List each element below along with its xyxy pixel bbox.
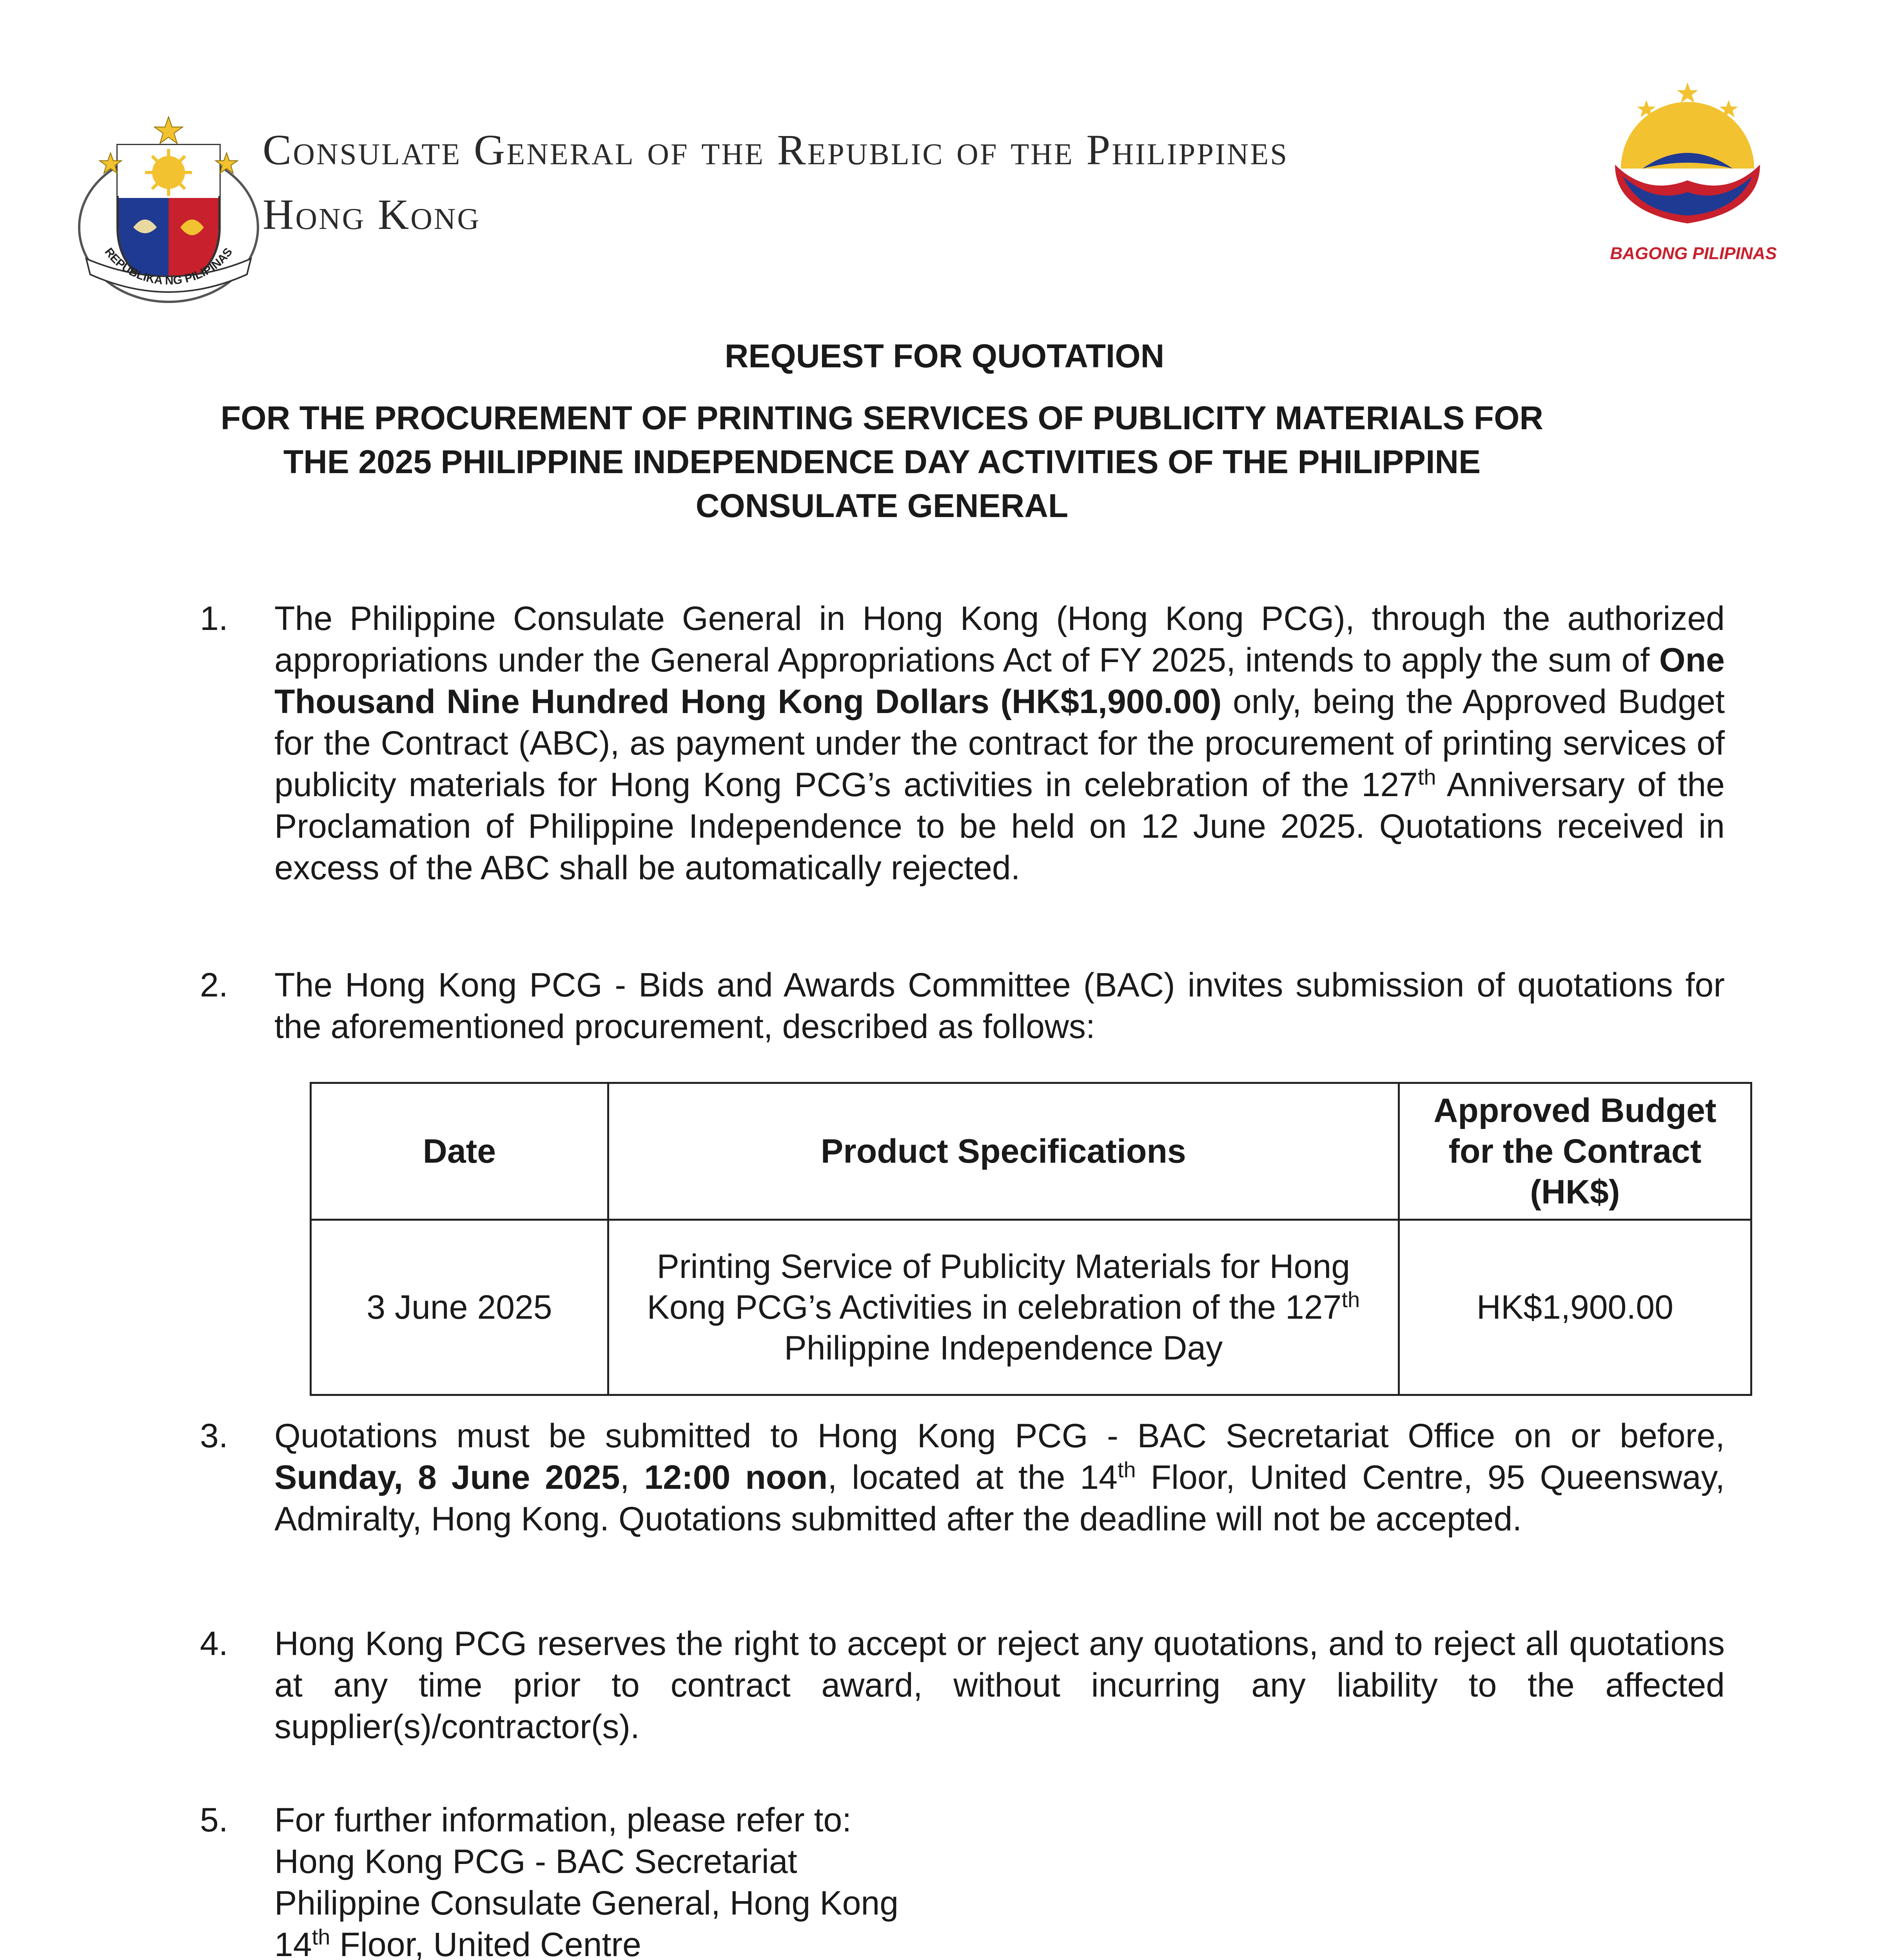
table-header-row bbox=[311, 1083, 1751, 1220]
spec-text: Printing Service of Publicity Materials for Hong Kong PCG’s Activities in celebration of the 127 bbox=[647, 1248, 1350, 1326]
document-subtitle: FOR THE PROCUREMENT OF PRINTING SERVICES OF PUBLICITY MATERIALS FOR THE 2025 PHILIPPINE INDEPENDENCE DAY ACTIVITIES OF THE PHILIPPINE CONSULATE GENERAL bbox=[220, 399, 1544, 524]
paragraph-text: The Philippine Consulate General in Hong Kong (Hong Kong PCG), through the authorized appropriations under the General Appropriations Act of FY 2025, intends to apply the sum of bbox=[274, 600, 1725, 679]
paragraph-text: only, being the Approved Budget for the Contract (ABC), as payment under the contract for the procurement of printing services of publicity materials for Hong Kong PCG’s activities in celebration of the 127 bbox=[274, 683, 1725, 804]
header-approved-budget: Approved Budget for the Contract (HK$) bbox=[1399, 1083, 1751, 1220]
bagong-pilipinas-text: BAGONG PILIPINAS bbox=[1610, 244, 1777, 263]
org-name-line1: Consulate General of the Republic of the Philippines bbox=[263, 126, 1289, 174]
org-name bbox=[263, 118, 1288, 247]
org-name-line2: Hong Kong bbox=[263, 191, 481, 238]
deadline-date: Sunday, 8 June 2025 bbox=[274, 1459, 620, 1496]
philippine-seal-icon bbox=[74, 110, 263, 306]
header-specifications: Product Specifications bbox=[608, 1083, 1399, 1220]
seal-text: REPUBLIKA NG PILIPINAS bbox=[102, 245, 235, 287]
budget-amount: One Thousand Nine Hundred Hong Kong Dollars (HK$1,900.00) bbox=[274, 641, 1725, 720]
cell-specification bbox=[608, 1220, 1399, 1395]
paragraph-text: Hong Kong PCG reserves the right to accept or reject any quotations, and to reject all quotations at any time prior to contract award, without incurring any liability to the affected supplier(s)/contractor(s). bbox=[274, 1625, 1725, 1746]
separator: , bbox=[620, 1459, 630, 1496]
superscript: th bbox=[312, 1924, 330, 1949]
paragraph-text: The Hong Kong PCG - Bids and Awards Committee (BAC) invites submission of quotations for the aforementioned procurement, described as follows: bbox=[274, 966, 1725, 1045]
paragraph-text: Quotations must be submitted to Hong Kong PCG - BAC Secretariat Office on or before, bbox=[274, 1417, 1725, 1455]
cell-budget: HK$1,900.00 bbox=[1399, 1220, 1751, 1395]
contact-intro: For further information, please refer to: bbox=[274, 1801, 852, 1839]
document-title: REQUEST FOR QUOTATION bbox=[724, 338, 1165, 374]
bagong-pilipinas-logo-icon bbox=[1599, 78, 1776, 227]
superscript: th bbox=[1417, 764, 1436, 789]
cell-date: 3 June 2025 bbox=[311, 1220, 608, 1395]
superscript: th bbox=[1341, 1287, 1360, 1312]
table-row bbox=[311, 1220, 1751, 1395]
superscript: th bbox=[1117, 1457, 1136, 1482]
contact-consulate: Philippine Consulate General, Hong Kong bbox=[274, 1884, 899, 1922]
paragraph-number: 4. bbox=[200, 1625, 228, 1662]
paragraph-number: 1. bbox=[200, 600, 228, 637]
header-date: Date bbox=[311, 1083, 608, 1220]
paragraph-text: , located at the 14 bbox=[827, 1459, 1118, 1496]
paragraph-number: 2. bbox=[200, 966, 228, 1004]
spec-text: Philippine Independence Day bbox=[784, 1329, 1223, 1367]
specifications-table bbox=[310, 1082, 1752, 1396]
contact-office: Hong Kong PCG - BAC Secretariat bbox=[274, 1843, 797, 1880]
paragraph-number: 5. bbox=[200, 1801, 228, 1839]
paragraph-text: Anniversary of the Proclamation of Philippine Independence to be held on 12 June 2025. Quotations received in excess of the ABC shall be automatically rejected. bbox=[274, 766, 1725, 887]
deadline-time: 12:00 noon bbox=[644, 1459, 828, 1496]
paragraph-number: 3. bbox=[200, 1417, 228, 1455]
paragraph-text: Floor, United Centre, 95 Queensway, Admiralty, Hong Kong. Quotations submitted after the deadline will not be accepted. bbox=[274, 1459, 1725, 1538]
contact-floor: 14th Floor, United Centre bbox=[274, 1924, 641, 1960]
